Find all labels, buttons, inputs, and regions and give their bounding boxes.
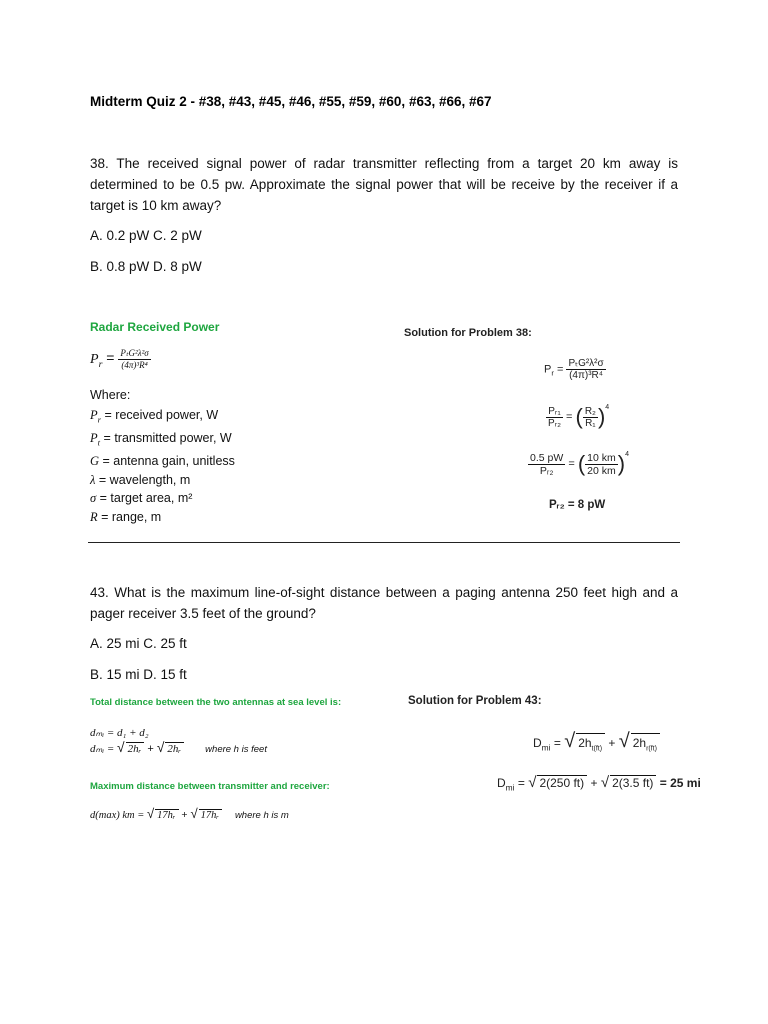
solution-38-eq3: $\frac{0.5 pW}{\text{Pᵣ₂}}$ = ( $\frac{10 km}{20 km}$ )$^4$ [530,451,629,477]
variable-list [90,406,235,527]
variable-item: G = antenna gain, unitless [90,454,235,469]
distance-eq-2: dₘᵢ = √ 2hᵣ + √ 2hᵣ where h is feet [90,740,267,755]
solution-38-title: Solution for Problem 38: [404,327,532,339]
variable-item: $P_t$ = transmitted power, W [90,431,232,448]
question-43-text: 43. What is the maximum line-of-sight distance between a paging antenna 250 feet high and a pager receiver 3.5 feet of the ground? [90,585,678,621]
variable-item: σ = target area, m² [90,491,193,506]
section-divider [88,542,680,543]
question-43-options-ac: A. 25 mi C. 25 ft [90,636,187,651]
solution-43-title: Solution for Problem 43: [408,695,542,707]
variable-item: R = range, m [90,509,162,524]
variable-item: $P_r$ = received power, W [90,408,219,425]
question-43-options-bd: B. 15 mi D. 15 ft [90,667,187,682]
total-distance-heading: Total distance between the two antennas at sea level is: [90,697,342,708]
solution-38-eq1: $P_r$ = $\frac{\text{PₜG²λ²σ}}{\text{(4π)³R⁴}}$ [544,358,604,381]
question-38-text: 38. The received signal power of radar transmitter reflecting from a target 20 km away is determined to be 0.5 pw. Approximate the signal power that will be receive by the receiver if a target is 10 km away? [90,156,678,213]
solution-38-result: Pᵣ₂ = 8 pW [549,499,606,511]
question-38-options-bd: B. 0.8 pW D. 8 pW [90,259,202,274]
max-distance-eq: d(max) km = √ 17hᵣ + √ 17hᵣ where h is m [90,806,289,821]
where-label: Where: [90,388,131,402]
solution-43-eq1: $D_{mi}$ = √ $2h_{t(ft)}$ + √ $2h_{r(ft)}$ [533,730,660,753]
variable-item: λ = wavelength, m [90,472,191,487]
distance-eq-1: dₘᵢ = d₁ + d₂ [90,727,149,739]
max-distance-heading: Maximum distance between transmitter and receiver: [90,781,330,792]
page-title: Midterm Quiz 2 - #38, #43, #45, #46, #55, #59, #60, #63, #66, #67 [90,94,492,109]
solution-43-eq2: $D_{mi}$ = √ 2(250 ft) + √ 2(3.5 ft) = 25 mi [497,774,701,793]
question-38-options-ac: A. 0.2 pW C. 2 pW [90,228,202,243]
solution-38-eq2: $\frac{\text{Pᵣ₁}}{\text{Pᵣ₂}}$ = ( $\frac{\text{R₂}}{\text{R₁}}$ )$^4$ [548,404,610,429]
radar-formula: $P_r$ = $\frac{\text{PₜG²λ²σ}}{\text{(4π)³R⁴}}$ [90,348,149,370]
radar-power-heading: Radar Received Power [90,320,220,334]
